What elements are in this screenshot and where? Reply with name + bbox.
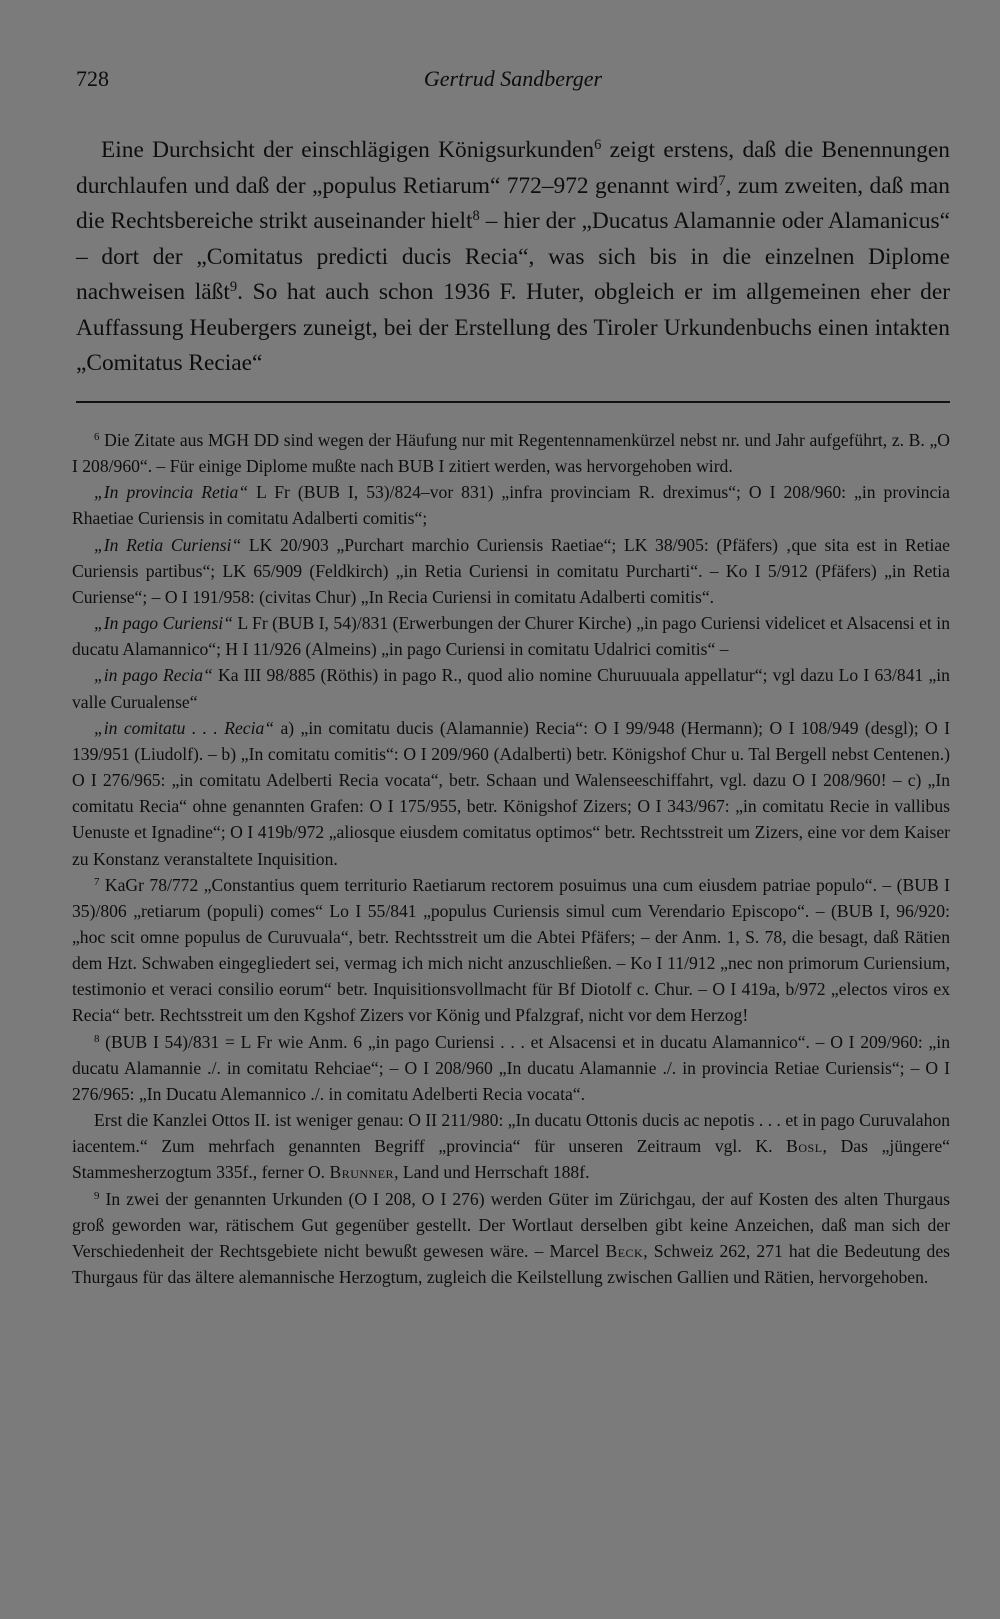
footnote-6-entry — [72, 479, 950, 531]
entry-label: „In pago Curiensi“ — [94, 613, 233, 634]
footnote-mark: 7 — [94, 875, 100, 888]
footnote-ref-8: 8 — [472, 208, 480, 225]
entry-text: LK 20/903 „Purchart marchio Curiensis Raetiae“; LK 38/905: (Pfäfers) ‚que sita est in Retiae Curiensis partibus“; LK 65/909 (Feldkirch) „in Retia Curiensi in comitatu Purcharti“. – Ko I 5/912 (Pfäfers) „in Retia Curiense“; – O I 191/958: (civitas Chur) „In Recia Curiensi in comitatu Adalberti comitis“. — [72, 534, 950, 607]
footnote-text: (BUB I 54)/831 = L Fr wie Anm. 6 „in pago Curiensi . . . et Alsacensi et in ducatu Alamannico“. – O I 209/960: „in ducatu Alamannie ./. in comitatu Rehciae“; – O I 208/960 „In ducatu Alamannie ./. in provincia Retiae Curiensis“; – O I 276/965: „In Ducatu Alemannico ./. in comitatu Adelberti Recia vocata“. — [72, 1031, 950, 1104]
entry-label: „In provincia Retia“ — [94, 482, 249, 503]
entry-label: „in pago Recia“ — [94, 665, 213, 686]
body-text-segment: Eine Durchsicht der einschlägigen Königsurkunden — [101, 137, 595, 163]
footnote-mark: 9 — [94, 1189, 100, 1202]
entry-text: L Fr (BUB I, 53)/824–vor 831) „infra provinciam R. dreximus“; O I 208/960: „in provincia Rhaetiae Curiensis in comitatu Adalberti comitis“; — [72, 482, 950, 529]
footnote-mark: 6 — [94, 431, 100, 443]
body-text-segment: – hier der „Ducatus Alamannie oder Alamanicus“ – dort der „Comitatus predicti ducis Recia“, was sich bis in die einzelnen Diplome nachweisen läßt — [76, 208, 950, 305]
entry-text: L Fr (BUB I, 54)/831 (Erwerbungen der Churer Kirche) „in pago Curiensi videlicet et Alsacensi et in ducatu Alamannico“; H I 11/926 (Almeins) „in pago Curiensi in comitatu Udalrici comitis“ – — [72, 613, 950, 660]
footnote-text: KaGr 78/772 „Constantius quem territurio Raetiarum rectorem posuimus una cum eiusdem patriae populo“. – (BUB I 35)/806 „retiarum (populi) comes“ Lo I 55/841 „populus Curiensis simul cum Verendario Episcopo“. – (BUB I, 96/920: „hoc scit omne populus de Curuvuala“, betr. Rechtsstreit um die Abtei Pfäfers; – der Anm. 1, S. 78, die besagt, daß Rätien dem Hzt. Schwaben eingegliedert sei, vermag ich mich nicht anzuschließen. – Ko I 11/912 „nec non primorum Curiensium, testimonio et veraci consilio eorum“ betr. Inquisitionsvollmacht für Bf Diotolf c. Chur. – O I 419a, b/972 „electos viros ex Recia“ betr. Rechtsstreit um den Kgshof Zizers vor König und Pfalzgraf, nicht vor dem Herzog! — [72, 874, 950, 1026]
footnote-9 — [72, 1186, 950, 1291]
author-name: Beck — [605, 1240, 644, 1261]
footnote-ref-6: 6 — [594, 137, 602, 154]
footnote-7 — [72, 872, 950, 1029]
footnote-6-entry — [72, 532, 950, 610]
footnote-8 — [72, 1029, 950, 1107]
footnotes — [72, 427, 950, 1290]
entry-label: „in comitatu . . . Recia“ — [94, 717, 275, 738]
running-title: Gertrud Sandberger — [423, 66, 603, 91]
footnote-6 — [72, 427, 950, 479]
footnote-ref-7: 7 — [718, 172, 726, 189]
footnote-6-entry — [72, 662, 950, 714]
running-header — [76, 66, 950, 96]
footnote-text: Die Zitate aus MGH DD sind wegen der Häufung nur mit Regentennamenkürzel nebst nr. und Jahr aufgeführt, z. B. „O I 208/960“. – Für einige Diplome mußte nach BUB I zitiert werden, was hervorgehoben wird. — [72, 430, 950, 477]
footnote-text: Erst die Kanzlei Ottos II. ist weniger genau: O II 211/980: „In ducatu Ottonis ducis ac nepotis . . . et in pago Curuvalahon iacentem.“ Zum mehrfach genannten Begriff „provincia“ für unseren Zeitraum vgl. K. — [72, 1110, 950, 1157]
body-text-segment: . So hat auch schon 1936 F. Huter, obgleich er im allgemeinen eher der Auffassung Heubergers zuneigt, bei der Erstellung des Tiroler Urkundenbuchs einen intakten „Comitatus Reciae“ — [76, 279, 950, 376]
footnote-text: , Land und Herrschaft 188f. — [394, 1162, 590, 1183]
author-name: Bosl — [786, 1136, 823, 1157]
page-number: 728 — [76, 66, 109, 91]
body-text-segment: , zum zweiten, daß man die Rechtsbereiche strikt auseinander hielt — [76, 172, 951, 234]
author-name: Brunner — [329, 1162, 395, 1183]
footnote-mark: 8 — [94, 1032, 100, 1045]
entry-text: a) „in comitatu ducis (Alamannie) Recia“: O I 99/948 (Hermann); O I 108/949 (desgl); O I 139/951 (Liudolf). – b) „In comitatu comitis“: O I 209/960 (Adalberti) betr. Königshof Chur u. Tal Bergell nebst Centenen.) O I 276/965: „in comitatu Adelberti Recia vocata“, betr. Schaan und Walenseeschiffahrt, vgl. dazu O I 208/960! – c) „In comitatu Recia“ ohne genannten Grafen: O I 175/955, betr. Königshof Zizers; O I 343/967: „in comitatu Recie in vallibus Uenuste et Ignadine“; O I 419b/972 „aliosque eiusdem comitatus optimos“ betr. Rechtsstreit um Zizers, eine vor dem Kaiser zu Konstanz veranstaltete Inquisition. — [72, 717, 950, 869]
entry-text: Ka III 98/885 (Röthis) in pago R., quod alio nomine Churuuuala appellatur“; vgl dazu Lo I 63/841 „in valle Curualense“ — [72, 665, 950, 712]
main-paragraph — [76, 133, 950, 382]
entry-label: „In Retia Curiensi“ — [94, 534, 242, 555]
footnote-text: , Das „jüngere“ Stammesherzogtum 335f., ferner O. — [72, 1136, 950, 1183]
footnote-text: , Schweiz 262, 271 hat die Bedeutung des Thurgaus für das ältere alemannische Herzogtum, zugleich die Keilstellung zwischen Gallien und Rätien, hervorgehoben. — [72, 1240, 950, 1287]
body-text-segment: zeigt erstens, daß die Benennungen durchlaufen und daß der „populus Retiarum“ 772–972 genannt wird — [76, 137, 950, 199]
footnote-ref-9: 9 — [229, 279, 238, 296]
footnote-separator — [76, 401, 950, 403]
footnote-6-entry — [72, 610, 950, 662]
footnote-text: In zwei der genannten Urkunden (O I 208, O I 276) werden Güter im Zürichgau, der auf Kosten des alten Thurgaus groß geworden war, rätischem Gut gegenüber gestellt. Der Wortlaut derselben gibt keine Anzeichen, daß man sich der Verschiedenheit der Rechtsgebiete nicht bewußt gewesen wäre. – Marcel — [72, 1188, 950, 1261]
footnote-6-entry — [72, 715, 950, 872]
footnote-8-continued — [72, 1107, 950, 1185]
